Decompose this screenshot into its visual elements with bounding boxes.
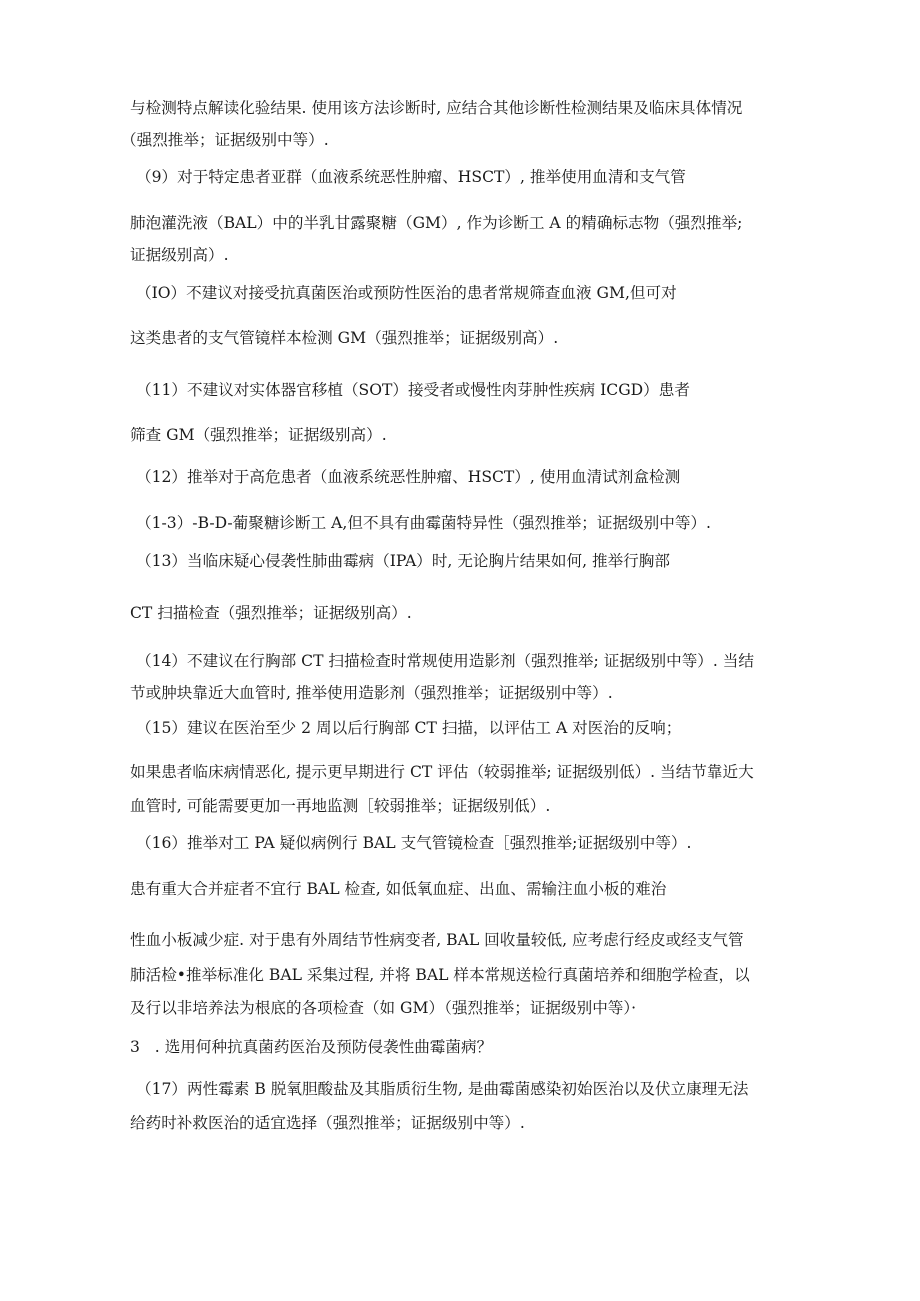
text-line: （15）建议在医治至少 2 周以后行胸部 CT 扫描，以评估工 A 对医治的反响； <box>136 719 682 737</box>
text-line: 患有重大合并症者不宜行 BAL 检查, 如低氧血症、出血、需输注血小板的难治 <box>130 880 667 898</box>
text-line: 及行以非培养法为根底的各项检查（如 GM）（强烈推举；证据级别中等）· <box>130 999 637 1017</box>
text-line: 与检测特点解读化验结果. 使用该方法诊断时, 应结合其他诊断性检测结果及临床具体情况 <box>130 99 743 117</box>
text-line: 给药时补救医治的适宜选择（强烈推举；证据级别中等）. <box>130 1114 525 1132</box>
text-line: 性血小板减少症. 对于患有外周结节性病变者, BAL 回收量较低, 应考虑行经皮或经支气管 <box>130 931 744 949</box>
text-line: 节或肿块靠近大血管时, 推举使用造影剂（强烈推举；证据级别中等）. <box>130 684 613 702</box>
text-line: （13）当临床疑心侵袭性肺曲霉病（IPA）时, 无论胸片结果如何, 推举行胸部 <box>136 552 670 570</box>
text-line: （12）推举对于高危患者（血液系统恶性肿瘤、HSCT）, 使用血清试剂盒检测 <box>136 468 681 486</box>
text-line: 血管时, 可能需要更加一再地监测［较弱推举；证据级别低）. <box>130 797 551 815</box>
text-line: 肺活检•推举标准化 BAL 采集过程, 并将 BAL 样本常规送检行真菌培养和细胞学检查，以 <box>130 966 750 984</box>
text-line: （1-3）-B-D-葡聚糖诊断工 A,但不具有曲霉菌特异性（强烈推举；证据级别中等）. <box>136 514 711 532</box>
text-line: CT 扫描检查（强烈推举；证据级别高）. <box>130 604 412 622</box>
text-line: 肺泡灌洗液（BAL）中的半乳甘露聚糖（GM）, 作为诊断工 A 的精确标志物（强烈推举; <box>130 214 743 232</box>
section-heading: 3 . 选用何种抗真菌药医治及预防侵袭性曲霉菌病？ <box>130 1038 493 1056</box>
text-line: （IO）不建议对接受抗真菌医治或预防性医治的患者常规筛查血液 GM,但可对 <box>136 284 677 302</box>
text-line: 证据级别高）. <box>130 246 229 264</box>
text-line: （17）两性霉素 B 脱氧胆酸盐及其脂质衍生物, 是曲霉菌感染初始医治以及伏立康理无法 <box>136 1080 749 1098</box>
text-line: （9）对于特定患者亚群（血液系统恶性肿瘤、HSCT）, 推举使用血清和支气管 <box>136 168 686 186</box>
text-line: （16）推举对工 PA 疑似病例行 BAL 支气管镜检查［强烈推举;证据级别中等）. <box>136 834 692 852</box>
text-line: 如果患者临床病情恶化, 提示更早期进行 CT 评估（较弱推举; 证据级别低）. 当结节靠近大 <box>130 763 754 781</box>
text-line: （强烈推举；证据级别中等）. <box>121 131 329 149</box>
text-line: （11）不建议对实体器官移植（SOT）接受者或慢性肉芽肿性疾病 ICGD）患者 <box>136 381 690 399</box>
text-line: （14）不建议在行胸部 CT 扫描检查时常规使用造影剂（强烈推举; 证据级别中等）. 当结 <box>136 652 754 670</box>
text-line: 这类患者的支气管镜样本检测 GM（强烈推举；证据级别高）. <box>130 329 559 347</box>
text-line: 筛查 GM（强烈推举；证据级别高）. <box>130 426 387 444</box>
